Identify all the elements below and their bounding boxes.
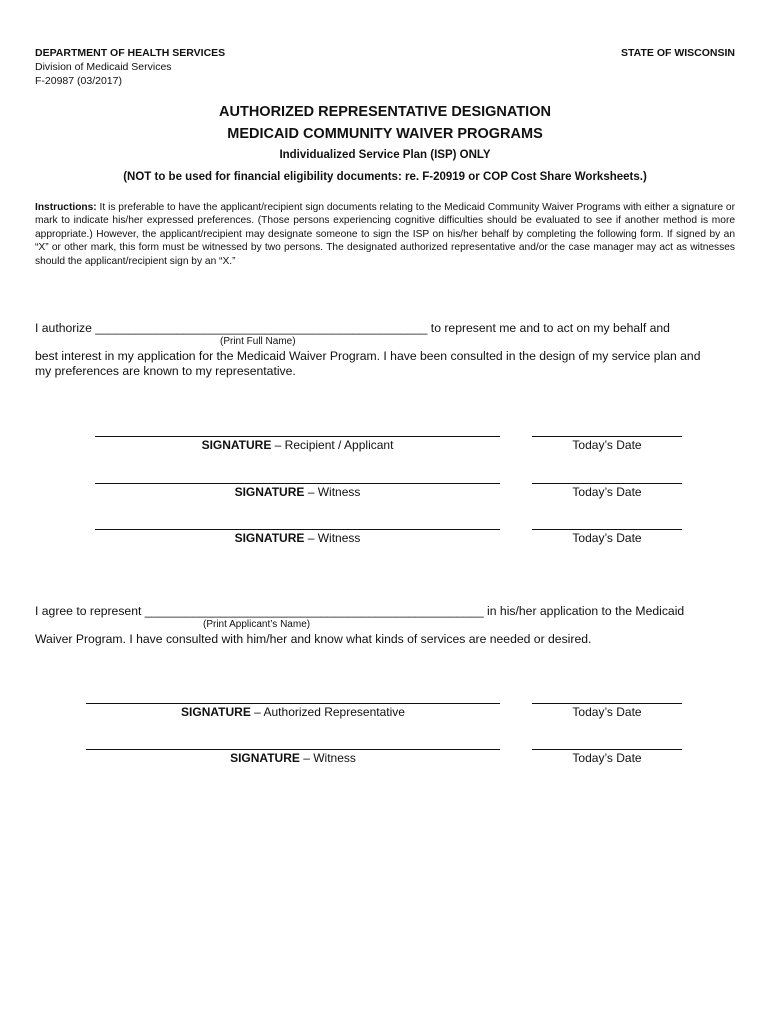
header-agency-block [35,46,225,88]
recipient-signature-label: SIGNATURE – Recipient / Applicant [201,438,394,452]
recipient-signature-line[interactable] [95,436,500,437]
plan-subtitle: Individualized Service Plan (ISP) ONLY [279,149,491,161]
representative-date-line[interactable] [532,703,682,704]
authorize-statement-line3: my preferences are known to my representative. [35,364,296,378]
usage-note: (NOT to be used for financial eligibility documents: re. F-20919 or COP Cost Share Worksheets.) [123,171,647,183]
witness2-date-line[interactable] [532,529,682,530]
instructions-text: It is preferable to have the applicant/recipient sign documents relating to the Medicaid Community Waiver Programs with either a signature or mark to indicate his/her expressed preferences. (Those persons experiencing cognitive difficulties should be evaluated to see if another method is more appropriate.) However, the applicant/recipient may designate someone to sign the ISP on his/her behalf by completing the following form. If signed by an “X” or other mark, this form must be witnessed by two persons. The designated authorized representative and/or the case manager may act as witnesses should the applicant/recipient sign by an “X.” [35,202,735,267]
division-name: Division of Medicaid Services [35,61,172,73]
witness1-date-line[interactable] [532,483,682,484]
instructions-label: Instructions: [35,202,97,213]
representative-signature-line[interactable] [86,703,500,704]
recipient-date-label: Today’s Date [572,438,642,452]
department-name: DEPARTMENT OF HEALTH SERVICES [35,47,226,59]
authorize-statement-line1: I authorize _________________________________________________ to represent me and to act on my behalf and [35,321,670,335]
recipient-date-line[interactable] [532,436,682,437]
agree-statement-line2: Waiver Program. I have consulted with him/her and know what kinds of services are needed or desired. [35,632,592,646]
program-title: MEDICAID COMMUNITY WAIVER PROGRAMS [227,126,543,142]
witness3-date-label: Today’s Date [572,751,642,765]
representative-date-label: Today’s Date [572,705,642,719]
print-applicant-name-label: (Print Applicant’s Name) [203,619,311,630]
witness1-date-label: Today’s Date [572,485,642,499]
witness1-signature-label: SIGNATURE – Witness [234,485,361,499]
witness2-signature-label: SIGNATURE – Witness [234,531,361,545]
witness3-signature-line[interactable] [86,749,500,750]
representative-signature-label: SIGNATURE – Authorized Representative [181,705,405,719]
witness3-signature-label: SIGNATURE – Witness [230,751,356,765]
witness1-signature-line[interactable] [95,483,500,484]
witness2-signature-line[interactable] [95,529,500,530]
state-name: STATE OF WISCONSIN [621,47,735,59]
authorize-statement-line2: best interest in my application for the Medicaid Waiver Program. I have been consulted in the design of my service plan and [35,349,701,363]
form-number: F-20987 (03/2017) [35,75,122,87]
print-full-name-label: (Print Full Name) [220,336,296,347]
instructions-paragraph [35,201,735,268]
form-title: AUTHORIZED REPRESENTATIVE DESIGNATION [219,104,551,120]
agree-statement-line1: I agree to represent __________________________________________________ in his/her application to the Medicaid [35,604,685,618]
witness2-date-label: Today’s Date [572,531,642,545]
witness3-date-line[interactable] [532,749,682,750]
